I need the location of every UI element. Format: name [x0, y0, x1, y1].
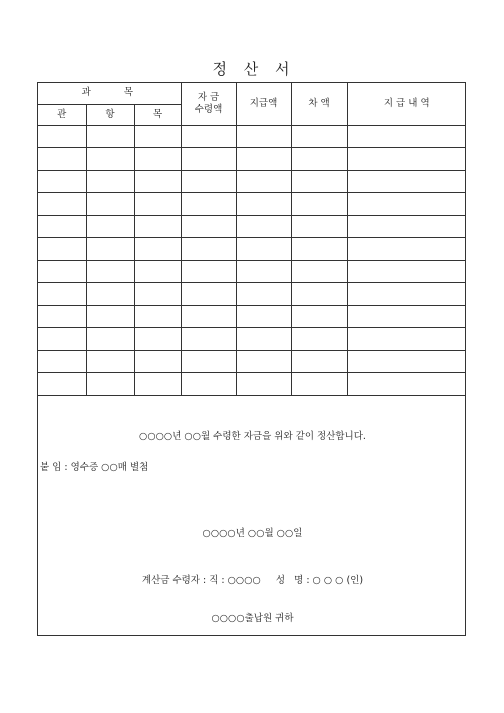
table-cell	[38, 170, 86, 193]
table-cell	[291, 260, 347, 283]
table-row	[38, 305, 466, 328]
table-cell	[134, 125, 181, 148]
received-amount-line2: 수령액	[194, 103, 223, 115]
table-cell	[236, 170, 291, 193]
table-cell	[38, 260, 86, 283]
table-cell	[134, 283, 181, 306]
table-cell	[134, 305, 181, 328]
table-cell	[291, 350, 347, 373]
sub-header-gwan: 관	[38, 104, 86, 125]
table-cell	[236, 283, 291, 306]
table-cell	[181, 350, 236, 373]
table-row	[38, 125, 466, 148]
table-cell	[236, 125, 291, 148]
table-row	[38, 148, 466, 171]
table-cell	[181, 125, 236, 148]
table-cell	[86, 125, 134, 148]
table-cell	[181, 283, 236, 306]
table-cell	[38, 215, 86, 238]
table-cell	[38, 193, 86, 216]
table-cell	[181, 215, 236, 238]
table-cell	[86, 170, 134, 193]
table-cell	[181, 148, 236, 171]
table-cell	[347, 170, 466, 193]
table-cell	[347, 305, 466, 328]
table-row	[38, 350, 466, 373]
table-cell	[236, 350, 291, 373]
table-row	[38, 215, 466, 238]
table-cell	[347, 238, 466, 261]
table-cell	[347, 125, 466, 148]
table-cell	[134, 193, 181, 216]
table-cell	[291, 328, 347, 351]
table-cell	[347, 260, 466, 283]
table-cell	[86, 305, 134, 328]
sub-header-hang: 항	[86, 104, 134, 125]
table-cell	[291, 193, 347, 216]
category-header: 과 목	[38, 83, 181, 104]
table-cell	[38, 238, 86, 261]
table-cell	[347, 193, 466, 216]
table-cell	[38, 350, 86, 373]
table-row	[38, 328, 466, 351]
table-cell	[347, 373, 466, 396]
table-cell	[236, 193, 291, 216]
table-cell	[291, 238, 347, 261]
table-row	[38, 193, 466, 216]
table-row	[38, 283, 466, 306]
received-amount-header	[181, 83, 236, 125]
table-cell	[181, 193, 236, 216]
signer-line: 계산금 수령자 : 직 : ○○○○ 성 명 : ○ ○ ○ (인)	[141, 575, 364, 586]
table-cell	[38, 125, 86, 148]
received-amount-line1: 자 금	[197, 91, 220, 103]
table-row	[38, 260, 466, 283]
addressee-line: ○○○○출납원 귀하	[211, 613, 294, 624]
table-cell	[134, 148, 181, 171]
table-cell	[134, 215, 181, 238]
table-cell	[181, 170, 236, 193]
table-cell	[86, 193, 134, 216]
table-cell	[134, 260, 181, 283]
table-cell	[38, 328, 86, 351]
sub-header-mok: 목	[134, 104, 181, 125]
table-cell	[86, 238, 134, 261]
table-cell	[236, 373, 291, 396]
table-cell	[181, 260, 236, 283]
table-cell	[86, 373, 134, 396]
table-cell	[181, 373, 236, 396]
table-cell	[236, 238, 291, 261]
table-row	[38, 238, 466, 261]
document-title: 정 산 서	[212, 60, 292, 78]
table-cell	[291, 305, 347, 328]
table-cell	[86, 328, 134, 351]
table-cell	[86, 148, 134, 171]
table-cell	[38, 283, 86, 306]
table-cell	[291, 373, 347, 396]
difference-header: 차 액	[291, 83, 347, 125]
table-cell	[291, 125, 347, 148]
table-cell	[236, 215, 291, 238]
table-cell	[347, 350, 466, 373]
table-cell	[291, 215, 347, 238]
table-row	[38, 170, 466, 193]
table-cell	[86, 350, 134, 373]
table-cell	[236, 148, 291, 171]
settlement-form	[37, 82, 466, 636]
paid-amount-header: 지급액	[236, 83, 291, 125]
table-cell	[236, 305, 291, 328]
table-cell	[86, 283, 134, 306]
table-cell	[134, 170, 181, 193]
table-row	[38, 373, 466, 396]
table-cell	[38, 373, 86, 396]
table-cell	[134, 328, 181, 351]
settlement-statement: ○○○○년 ○○월 수령한 자금을 위와 같이 정산합니다.	[139, 431, 366, 442]
table-cell	[38, 148, 86, 171]
date-line: ○○○○년 ○○월 ○○일	[202, 528, 303, 539]
table-cell	[291, 283, 347, 306]
table-cell	[347, 328, 466, 351]
table-cell	[347, 148, 466, 171]
table-cell	[236, 328, 291, 351]
table-cell	[134, 350, 181, 373]
table-cell	[291, 170, 347, 193]
payment-details-header: 지 급 내 역	[347, 83, 466, 125]
table-cell	[86, 260, 134, 283]
table-cell	[134, 238, 181, 261]
table-cell	[134, 373, 181, 396]
table-cell	[181, 238, 236, 261]
table-cell	[347, 215, 466, 238]
table-cell	[236, 260, 291, 283]
table-cell	[86, 215, 134, 238]
table-cell	[181, 328, 236, 351]
settlement-table	[38, 83, 466, 396]
table-cell	[347, 283, 466, 306]
table-cell	[181, 305, 236, 328]
attachment-note: 붙 임 : 영수증 ○○매 별첨	[40, 462, 149, 473]
table-cell	[38, 305, 86, 328]
table-cell	[291, 148, 347, 171]
